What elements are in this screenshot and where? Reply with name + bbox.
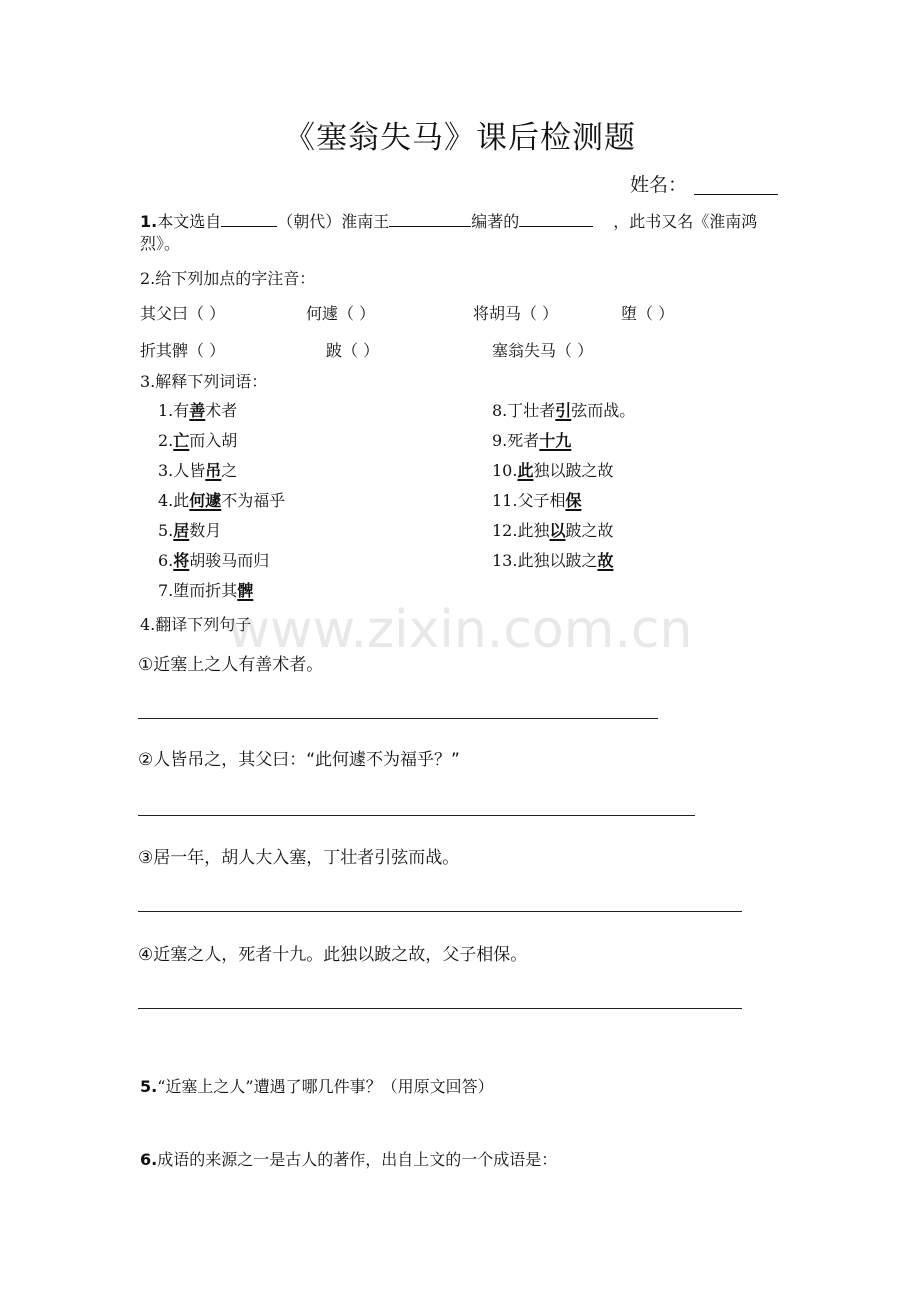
- question-6: [140, 1149, 557, 1171]
- word-item: 10.此独以跛之故: [492, 461, 614, 480]
- word-item: 5.居数月: [158, 521, 222, 540]
- sentence-4: ④近塞之人，死者十九。此独以跛之故，父子相保。: [138, 945, 528, 965]
- key-word: 善: [189, 401, 206, 420]
- key-word: 髀: [237, 581, 254, 600]
- sentence-2: ②人皆吊之，其父曰：“此何遽不为福乎？”: [138, 750, 460, 770]
- name-label: 姓名：: [630, 174, 688, 196]
- sentence-3: ③居一年，胡人大入塞，丁壮者引弦而战。: [138, 848, 460, 868]
- question-6-number: 6.: [140, 1150, 158, 1169]
- pinyin-item[interactable]: 跛（ ）: [326, 341, 380, 360]
- key-word: 何遽: [189, 491, 222, 510]
- key-word: 十九: [539, 431, 572, 450]
- pinyin-item[interactable]: 堕（ ）: [621, 304, 675, 323]
- key-word: 居: [173, 521, 190, 540]
- book-blank[interactable]: [221, 210, 277, 227]
- word-item: 12.此独以跛之故: [492, 521, 614, 540]
- word-item: 2.亡而入胡: [158, 431, 238, 450]
- word-item: 8.丁壮者引弦而战。: [492, 401, 636, 420]
- question-2-heading: 2.给下列加点的字注音：: [140, 269, 316, 288]
- key-word: 将: [173, 551, 190, 570]
- word-item: 11.父子相保: [492, 491, 582, 510]
- name-blank[interactable]: [694, 194, 778, 195]
- question-5-text: “近塞上之人”遭遇了哪几件事？（用原文回答）: [157, 1077, 494, 1096]
- question-3-heading: 3.解释下列词语：: [140, 372, 268, 391]
- word-item: 13.此独以跛之故: [492, 551, 614, 570]
- pinyin-item[interactable]: 其父曰（ ）: [140, 304, 226, 323]
- key-word: 吊: [205, 461, 222, 480]
- watermark: www.zixin.com.cn: [227, 600, 693, 660]
- word-item: 4.此何遽不为福乎: [158, 491, 286, 510]
- answer-line[interactable]: [138, 815, 695, 816]
- question-1-number: 1.: [140, 212, 158, 231]
- answer-line[interactable]: [138, 1008, 742, 1009]
- question-1-text-a: 本文选自: [157, 212, 222, 231]
- word-item: 6.将胡骏马而归: [158, 551, 270, 570]
- pinyin-item[interactable]: 将胡马（ ）: [473, 304, 559, 323]
- sentence-1: ①近塞上之人有善术者。: [138, 655, 324, 675]
- author-blank[interactable]: [519, 210, 593, 227]
- king-blank[interactable]: [389, 210, 471, 227]
- word-item: 9.死者十九: [492, 431, 572, 450]
- question-5-number: 5.: [140, 1077, 158, 1096]
- key-word: 引: [555, 401, 572, 420]
- question-1-text-c: 编著的: [471, 212, 520, 231]
- question-4-heading: 4.翻译下列句子: [140, 615, 252, 634]
- question-1-text-d: ，此书又名《淮南鸿烈》。: [140, 212, 758, 253]
- question-6-text: 成语的来源之一是古人的著作，出自上文的一个成语是：: [157, 1150, 558, 1169]
- question-5: [140, 1076, 494, 1098]
- question-1-text-b: （朝代）淮南王: [277, 212, 390, 231]
- key-word: 故: [597, 551, 614, 570]
- word-item: 7.堕而折其髀: [158, 581, 254, 600]
- pinyin-item[interactable]: 折其髀（ ）: [140, 341, 226, 360]
- answer-line[interactable]: [138, 911, 742, 912]
- key-word: 以: [549, 521, 566, 540]
- key-word: 亡: [173, 431, 190, 450]
- answer-line[interactable]: [138, 718, 658, 719]
- pinyin-item[interactable]: 塞翁失马（ ）: [492, 341, 594, 360]
- key-word: 此: [517, 461, 534, 480]
- page-title: 《塞翁失马》课后检测题: [284, 120, 636, 156]
- word-item: 3.人皆吊之: [158, 461, 238, 480]
- key-word: 保: [565, 491, 582, 510]
- word-item: 1.有善术者: [158, 401, 238, 420]
- pinyin-item[interactable]: 何遽（ ）: [306, 304, 376, 323]
- question-1: [140, 210, 790, 255]
